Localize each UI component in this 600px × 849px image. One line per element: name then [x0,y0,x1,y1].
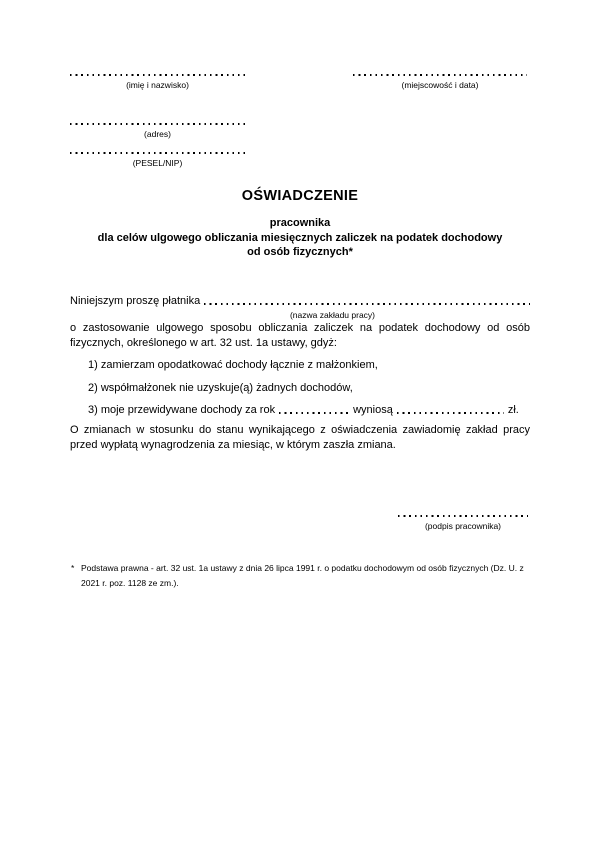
item3-prefix: 3) moje przewidywane dochody za rok [88,404,276,416]
place-date-field [353,74,527,90]
employer-name-field-label: (nazwa zakładu pracy) [289,310,376,320]
address-field-line[interactable] [70,123,245,125]
subtitle-line-2: dla celów ulgowego obliczania miesięcznych zaliczek na podatek dochodowy [97,231,503,244]
list-item-2: 2) współmałżonek nie uzyskuje(ą) żadnych dochodów, [88,382,353,394]
signature-field [398,515,528,531]
year-field-line[interactable] [279,412,349,414]
employer-name-field-line[interactable] [204,303,530,305]
document-subtitle [0,216,600,260]
footnote-marker: * [71,563,75,573]
name-field [70,74,245,90]
footnote-text: Podstawa prawna - art. 32 ust. 1a ustawy z dnia 26 lipca 1991 r. o podatku dochodowym od osób fizycznych (Dz. U. z 2021 r. poz. 1128 ze zm.). [81,563,524,588]
item3-suffix: zł. [507,404,519,416]
intro-paragraph: o zastosowanie ulgowego sposobu obliczania zaliczek na podatek dochodowy od osób fizycznych, określonego w art. 32 ust. 1a ustawy, gdyż: [70,322,530,349]
request-line [70,295,530,307]
footnote [71,561,532,590]
name-field-line[interactable] [70,74,245,76]
request-prefix: Niniejszym proszę płatnika [70,295,201,307]
subtitle-line-1: pracownika [269,217,331,229]
pesel-field-label: (PESEL/NIP) [132,157,183,168]
address-field-label: (adres) [144,128,171,139]
item3-middle: wyniosą [353,404,393,416]
pesel-field [70,152,245,168]
signature-line[interactable] [398,515,528,517]
document-title: OŚWIADCZENIE [241,188,359,204]
address-field [70,123,245,139]
name-field-label: (imię i nazwisko) [126,79,189,90]
subtitle-line-3: od osób fizycznych* [247,246,353,259]
list-item-3 [88,404,530,416]
amount-field-line[interactable] [397,412,504,414]
pesel-field-line[interactable] [70,152,245,154]
change-notice-paragraph: O zmianach w stosunku do stanu wynikającego z oświadczenia zawiadomię zakład pracy przed wypłatą wynagrodzenia za miesiąc, w którym zaszła zmiana. [70,424,530,451]
place-date-field-label: (miejscowość i data) [401,79,479,90]
signature-label: (podpis pracownika) [424,520,502,531]
list-item-1: 1) zamierzam opodatkować dochody łącznie z małżonkiem, [88,359,378,371]
place-date-field-line[interactable] [353,74,527,76]
